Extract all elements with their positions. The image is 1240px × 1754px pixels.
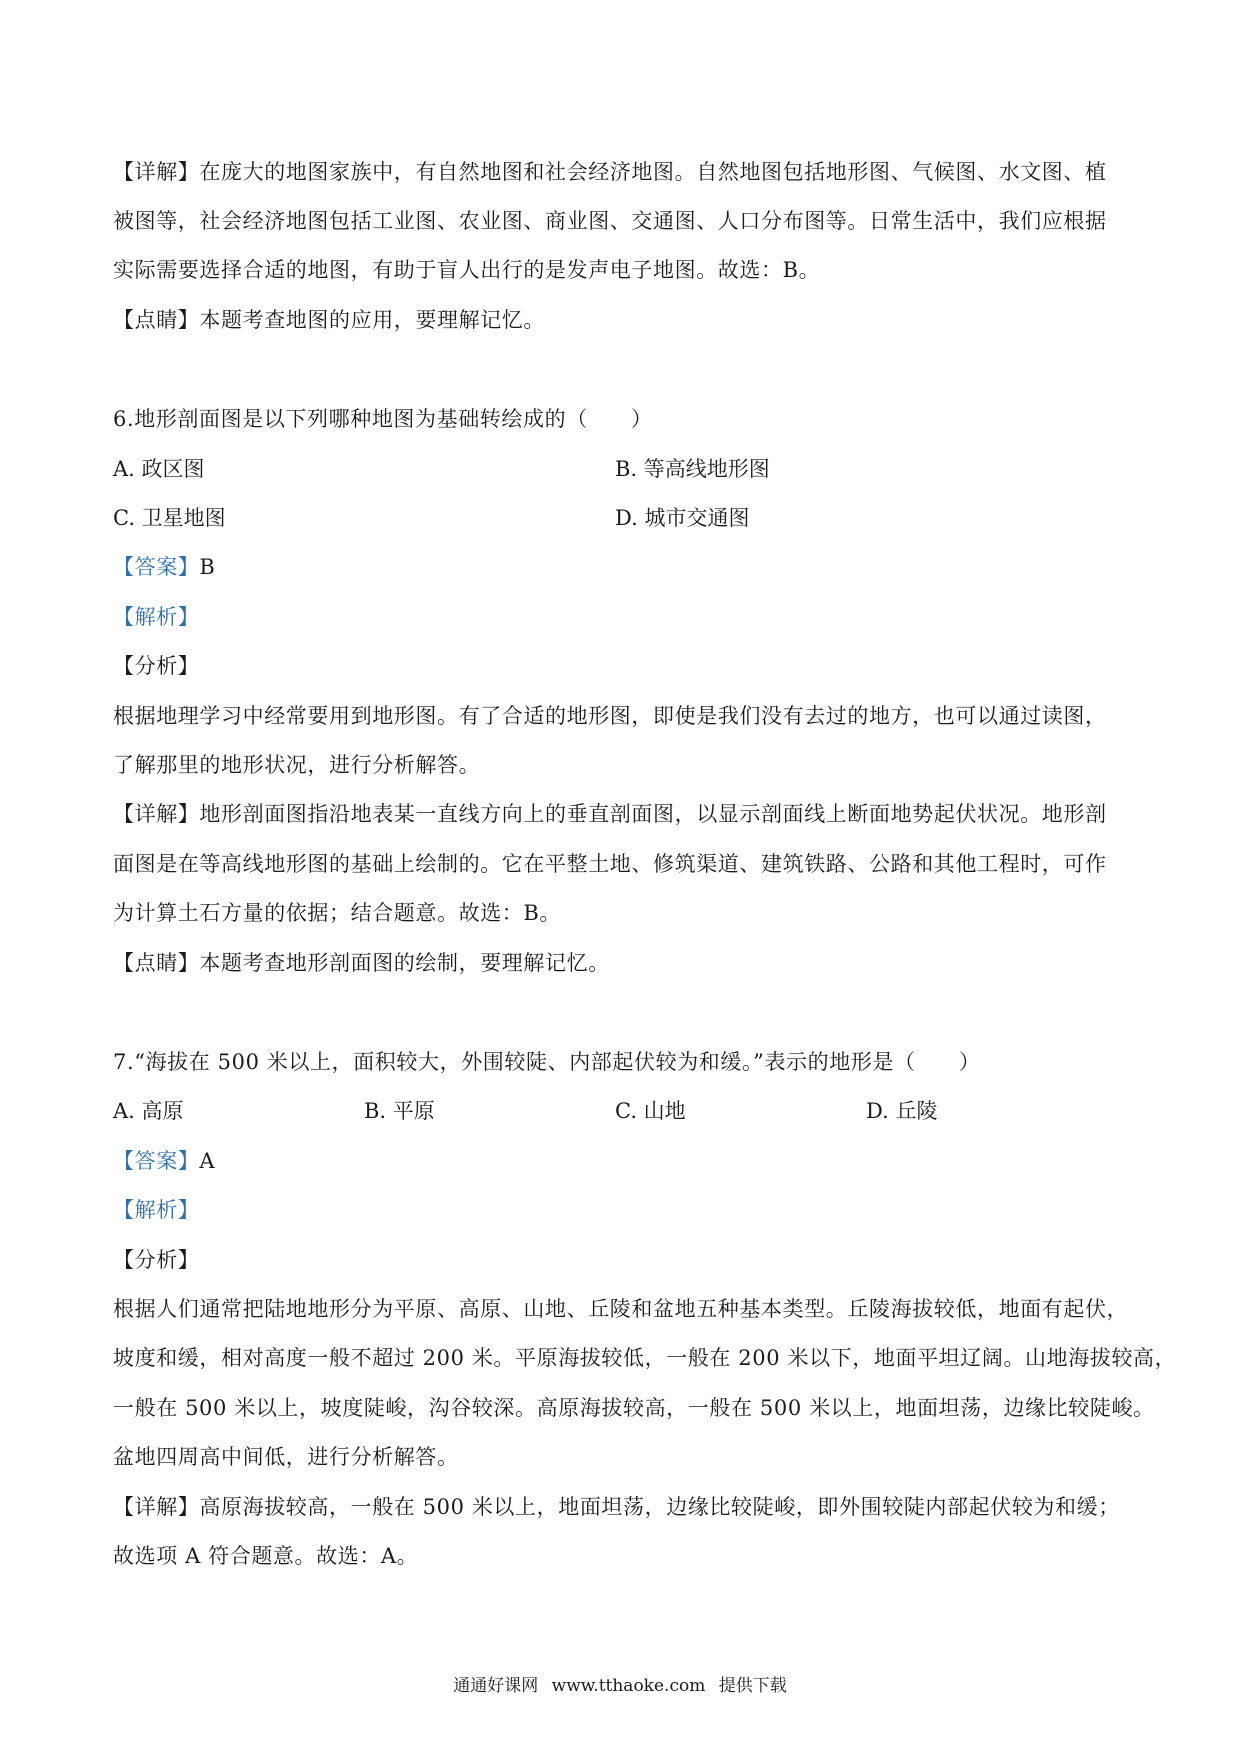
detail-line: 【详解】在庞大的地图家族中，有自然地图和社会经济地图。自然地图包括地形图、气候图、水文图、植 — [113, 160, 1107, 184]
page-footer — [0, 1674, 1240, 1698]
fenxi-line: 根据地理学习中经常要用到地形图。有了合适的地形图，即使是我们没有去过的地方，也可以通过读图， — [113, 704, 1107, 728]
q6-analysis-label: 【解析】 — [113, 605, 200, 629]
q6-option-c: C. 卫星地图 — [113, 506, 226, 530]
footer-url[interactable]: www.tthaoke.com — [551, 1676, 706, 1696]
q7-option-a: A. 高原 — [113, 1099, 184, 1123]
detail-line: 故选项 A 符合题意。故选：A。 — [113, 1544, 419, 1568]
detail-line: 面图是在等高线地形图的基础上绘制的。它在平整土地、修筑渠道、建筑铁路、公路和其他工程时，可作 — [113, 852, 1107, 876]
fenxi-line: 一般在 500 米以上，坡度陡峻，沟谷较深。高原海拔较高，一般在 500 米以上，地面坦荡，边缘比较陡峻。 — [113, 1396, 1155, 1420]
question-6-text: 6.地形剖面图是以下列哪种地图为基础转绘成的（ ） — [113, 407, 653, 431]
detail-line: 【详解】地形剖面图指沿地表某一直线方向上的垂直剖面图，以显示剖面线上断面地势起伏状况。地形剖 — [113, 802, 1107, 826]
footer-site-name: 通通好课网 — [453, 1676, 539, 1696]
footer-suffix: 提供下载 — [718, 1676, 787, 1696]
fenxi-line: 了解那里的地形状况，进行分析解答。 — [113, 753, 481, 777]
q6-fenxi-label: 【分析】 — [113, 654, 200, 678]
q7-fenxi-label: 【分析】 — [113, 1248, 200, 1272]
detail-line: 为计算土石方量的依据；结合题意。故选：B。 — [113, 901, 562, 925]
answer-label: 【答案】 — [113, 1149, 200, 1173]
q7-analysis-label: 【解析】 — [113, 1198, 200, 1222]
q7-option-d: D. 丘陵 — [866, 1099, 938, 1123]
fenxi-line: 坡度和缓，相对高度一般不超过 200 米。平原海拔较低，一般在 200 米以下，地面平坦辽阔。山地海拔较高， — [113, 1346, 1177, 1370]
q6-option-a: A. 政区图 — [113, 457, 205, 481]
answer-value: A — [199, 1149, 216, 1173]
comment-line: 【点睛】本题考查地形剖面图的绘制，要理解记忆。 — [113, 951, 610, 975]
answer-value: B — [199, 555, 216, 579]
fenxi-line: 盆地四周高中间低，进行分析解答。 — [113, 1445, 459, 1469]
detail-line: 被图等，社会经济地图包括工业图、农业图、商业图、交通图、人口分布图等。日常生活中，我们应根据 — [113, 209, 1107, 233]
answer-label: 【答案】 — [113, 555, 200, 579]
q6-answer — [113, 553, 1133, 581]
q6-option-d: D. 城市交通图 — [615, 506, 750, 530]
detail-line: 【详解】高原海拔较高，一般在 500 米以上，地面坦荡，边缘比较陡峻，即外围较陡内部起伏较为和缓； — [113, 1495, 1120, 1519]
detail-line: 实际需要选择合适的地图，有助于盲人出行的是发声电子地图。故选：B。 — [113, 258, 821, 282]
q7-answer — [113, 1147, 1133, 1175]
q6-option-b: B. 等高线地形图 — [615, 457, 770, 481]
fenxi-line: 根据人们通常把陆地地形分为平原、高原、山地、丘陵和盆地五种基本类型。丘陵海拔较低，地面有起伏， — [113, 1297, 1129, 1321]
q7-option-c: C. 山地 — [615, 1099, 686, 1123]
q7-option-b: B. 平原 — [364, 1099, 435, 1123]
question-7-text: 7.“海拔在 500 米以上，面积较大，外围较陡、内部起伏较为和缓。”表示的地形是（ ） — [113, 1050, 981, 1074]
comment-line: 【点睛】本题考查地图的应用，要理解记忆。 — [113, 308, 545, 332]
